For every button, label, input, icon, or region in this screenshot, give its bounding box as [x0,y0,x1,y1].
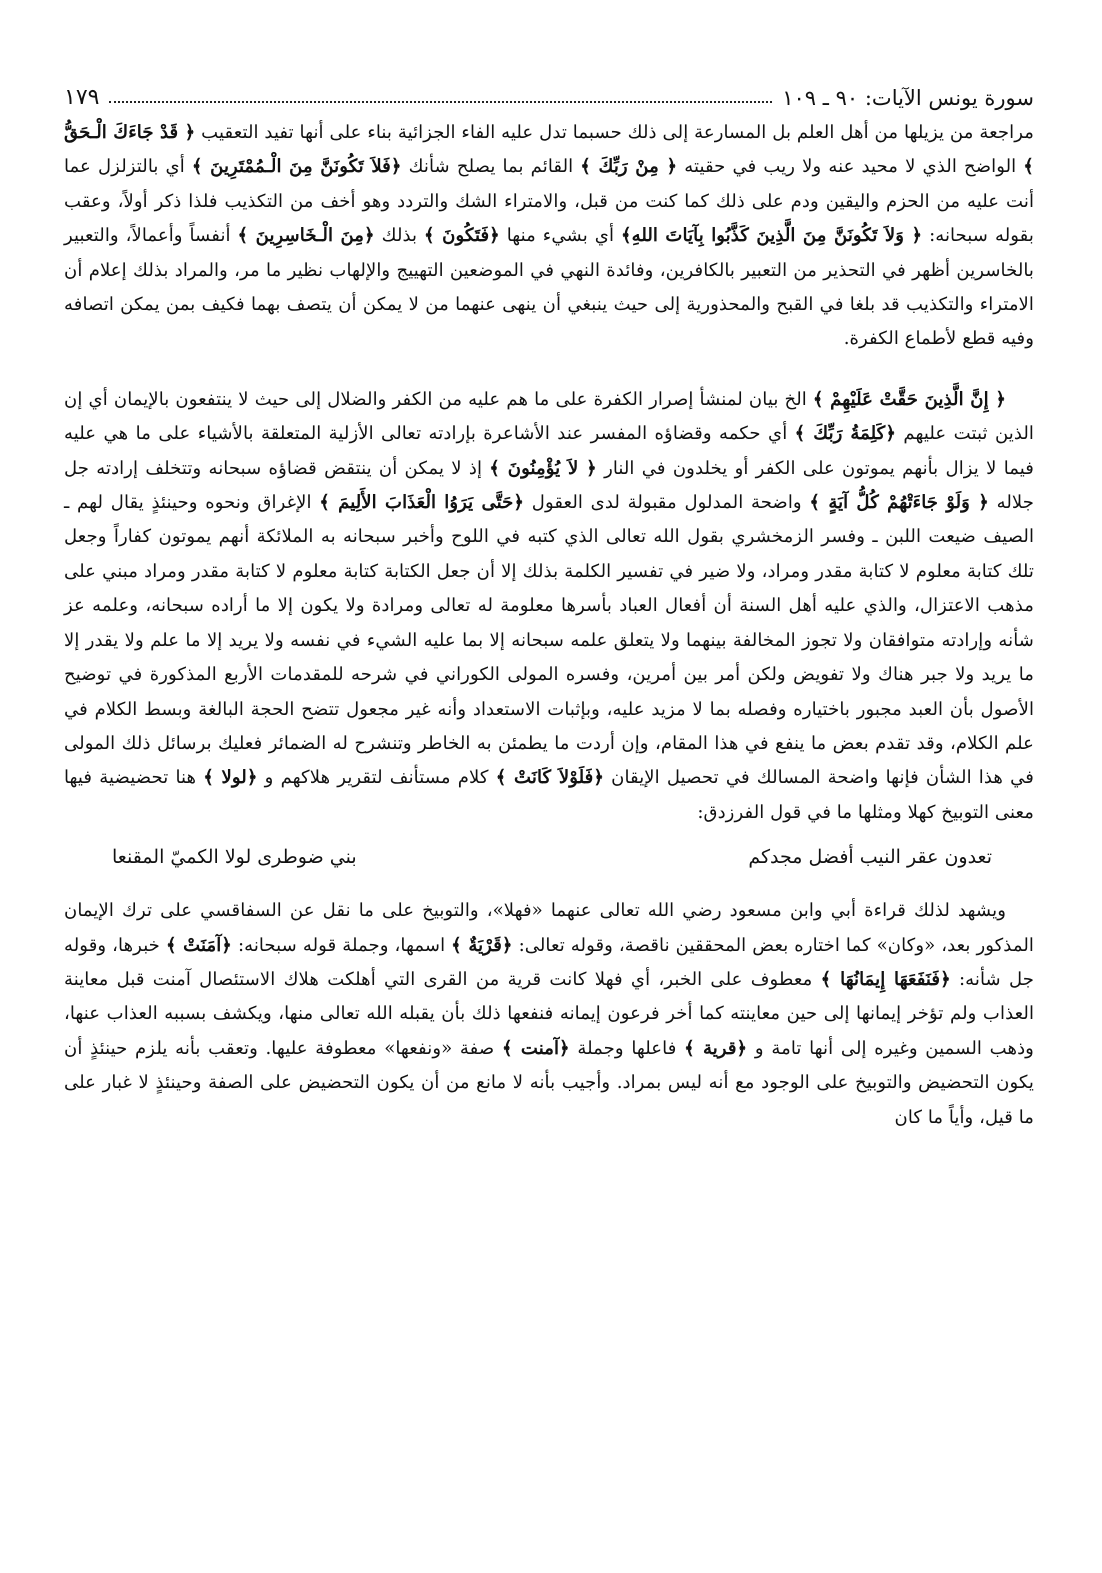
text: الواضح الذي لا محيد عنه ولا ريب في حقيته [684,156,1017,178]
text: ويشهد لذلك قراءة أبي وابن مسعود رضي الله تعالى عنهما «فهلا»، والتوبيخ على ما نقل عن السفاقسي على ترك الإيمان المذكور بعد، «وكان» كما اختاره بعض المحققين ناقصة، وقوله تعالى: [64,900,1034,956]
text: صفة «ونفعها» معطوفة عليها. وتعقب بأنه يلزم حينئذٍ أن يكون التحضيض والتوبيخ على الوجود مع أنه ليس بمراد. وأجيب بأنه لا مانع من أن يكون التحضيض على الصفة وحينئذٍ لا غبار على ما قيل، وأياً ما كان [64,1037,1034,1128]
quran-quote: ﴿ وَلَوْ جَاءَتْهُمْ كُلُّ آيَةٍ ﴾ [809,492,989,514]
quran-quote: ﴿فَنَفَعَهَا إِيمَانُهَا ﴾ [820,968,951,990]
quran-quote: ﴿مِنَ الْـخَاسِرِينَ ﴾ [237,225,375,247]
text: أنفساً وأعمالاً، والتعبير بالخاسرين أظهر في التحذير من التعبير بالكافرين، وفائدة النهي في الموضعين التهييج والإلهاب نظير ما مر، والمراد بذلك إعلام أن الامتراء والتكذيب قد بلغا في القبح والمحذورية إلى حيث ينبغي أن ينهى عنهما من لا يمكن أن يتصف بهما فكيف بمن يمكن اتصافه وفيه قطع لأطماع الكفرة. [64,225,1034,350]
quran-quote: ﴿فَلاَ تَكُونَنَّ مِنَ الْـمُمْتَرِينَ ﴾ [191,156,402,178]
text: الخ بيان لمنشأ إصرار الكفرة على ما هم عليه من الكفر والضلال إلى حيث لا ينتفعون بالإيمان أي إن الذين ثبتت عليهم [64,388,1034,445]
text: بذلك [381,225,418,247]
text: كلام مستأنف لتقرير هلاكهم و [264,767,489,789]
text: أي بالتزلزل عما أنت عليه من الحزم واليقين ودم على ذلك كما كنت من قبل، والامتراء الشك والتردد وهو أخف من التكذيب فلذا ذكر أولاً، وعقب بقوله سبحانه: [64,156,1034,247]
running-title: سورة يونس الآيات: ٩٠ ـ ١٠٩ [782,86,1034,110]
book-page [64,70,1034,1550]
paragraph-2 [64,383,1034,830]
poem-hemistich-1: تعدون عقر النيب أفضل مجدكم [748,846,992,869]
text: الإغراق ونحوه وحينئذٍ يقال لهم ـ الصيف ضيعت اللبن ـ وفسر الزمخشري بقول الله تعالى الذي كتبه في اللوح وأخبر سبحانه به الملائكة أنهم يموتون كفاراً وجعل تلك كتابة معلوم لا كتابة مقدر ومراد، ولا ضير في تفسير الكلمة بذلك إلا أن جعل الكتابة كتابة معلوم لا كتابة مقدر ومراد مبني على مذهب الاعتزال، والذي عليه أهل السنة أن أفعال العباد بأسرها معلومة له تعالى ومرادة ولا يكون إلا ما أراده سبحانه، وعلمه عز شأنه وإرادته متوافقان ولا تجوز المخالفة بينهما ولا يتعلق علمه سبحانه إلا بما عليه الشيء في نفسه ولا يريد إلا ما علم ولا يقدر إلا ما يريد ولا جبر هناك ولا تفويض ولكن أمر بين أمرين، وفسره المولى الكوراني في شرحه للمقدمات الأربع المذكورة في توضيح الأصول بأن العبد مجبور باختياره وفصله بما لا مزيد عليه، وبإثبات الاستعداد وأنه غير مجعول تتضح الحجة البالغة وبسط الكلام في علم الكلام، وقد تقدم بعض ما ينفع في هذا المقام، وإن أردت ما يطمئن به الخاطر وتنشرح له الضمائر فعليك برسائل ذلك المولى في هذا الشأن فإنها واضحة المسالك في تحصيل الإيقان [64,492,1034,789]
paragraph-3 [64,894,1034,1135]
page-number: ١٧٩ [64,85,100,110]
text: إذ لا يمكن أن ينتقض قضاؤه سبحانه وتتخلف إرادته جل جلاله [64,457,1034,514]
text: هنا تحضيضية فيها معنى التوبيخ كهلا ومثلها ما في قول الفرزدق: [64,767,1034,823]
running-header [64,70,1034,110]
text: خبرها، وقوله جل شأنه: [64,934,1034,990]
quran-quote: ﴿آمنت ﴾ [502,1037,570,1059]
quran-quote: ﴿آمَنَتْ ﴾ [165,934,232,956]
text: أي حكمه وقضاؤه المفسر عند الأشاعرة بإرادته تعالى الأزلية المتعلقة بالأشياء على ما هي عليه فيما لا يزال بأنهم يموتون على الكفر أو يخلدون في النار [64,423,1034,479]
quran-quote: ﴿قَرْيَةٌ ﴾ [451,934,513,956]
text: مراجعة من يزيلها من أهل العلم بل المسارعة إلى ذلك حسبما تدل عليه الفاء الجزائية بناء على أنها تفيد التعقيب [201,122,1034,143]
text: أي بشيء منها [506,225,615,247]
paragraph-1 [64,116,1034,357]
quran-quote: ﴿ لاَ يُؤْمِنُونَ ﴾ [489,457,597,479]
leader-dots [109,101,772,103]
quran-quote: ﴿ وَلاَ تَكُونَنَّ مِنَ الَّذِينَ كَذَّبُوا بِآيَاتَ اللهِ﴾ [620,225,923,247]
quran-quote: ﴿فَلَوْلاَ كَانَتْ ﴾ [495,767,604,789]
text: معطوف على الخبر، أي فهلا كانت قرية من القرى التي أهلكت هلاك الاستئصال آمنت قبل معاينة العذاب ولم تؤخر إيمانها إلى حين معاينته كما أخر فرعون إيمانه فنفعها ذلك بأن يقبله الله تعالى منها، ويكشف بسببه العذاب عنها، وذهب السمين وغيره إلى أنها تامة و [64,968,1034,1059]
quran-quote: ﴿كَلِمَةُ رَبِّكَ ﴾ [794,423,896,445]
text: اسمها، وجملة قوله سبحانه: [237,934,446,956]
quran-quote: ﴿ قَدْ جَاءَكَ الْـحَقُّ ﴾ [64,122,1034,178]
poem-verse [64,840,1034,874]
poem-hemistich-2: بني ضوطرى لولا الكميّ المقنعا [112,846,357,869]
quran-quote: ﴿فَتَكُونَ ﴾ [424,225,500,247]
quran-quote: ﴿لولا ﴾ [203,767,258,789]
text: فاعلها وجملة [577,1037,677,1059]
quran-quote: ﴿حَتَّى يَرَوُا الْعَذَابَ الأَلِيمَ ﴾ [319,492,525,514]
text: القائم بما يصلح شأنك [408,156,574,178]
text: واضحة المدلول مقبولة لدى العقول [531,492,802,514]
quran-quote: ﴿ مِنْ رَبِّكَ ﴾ [580,156,678,178]
quran-quote: ﴿ إِنَّ الَّذِينَ حَقَّتْ عَلَيْهِمْ ﴾ [812,388,1006,410]
quran-quote: ﴿قرية ﴾ [684,1037,748,1059]
